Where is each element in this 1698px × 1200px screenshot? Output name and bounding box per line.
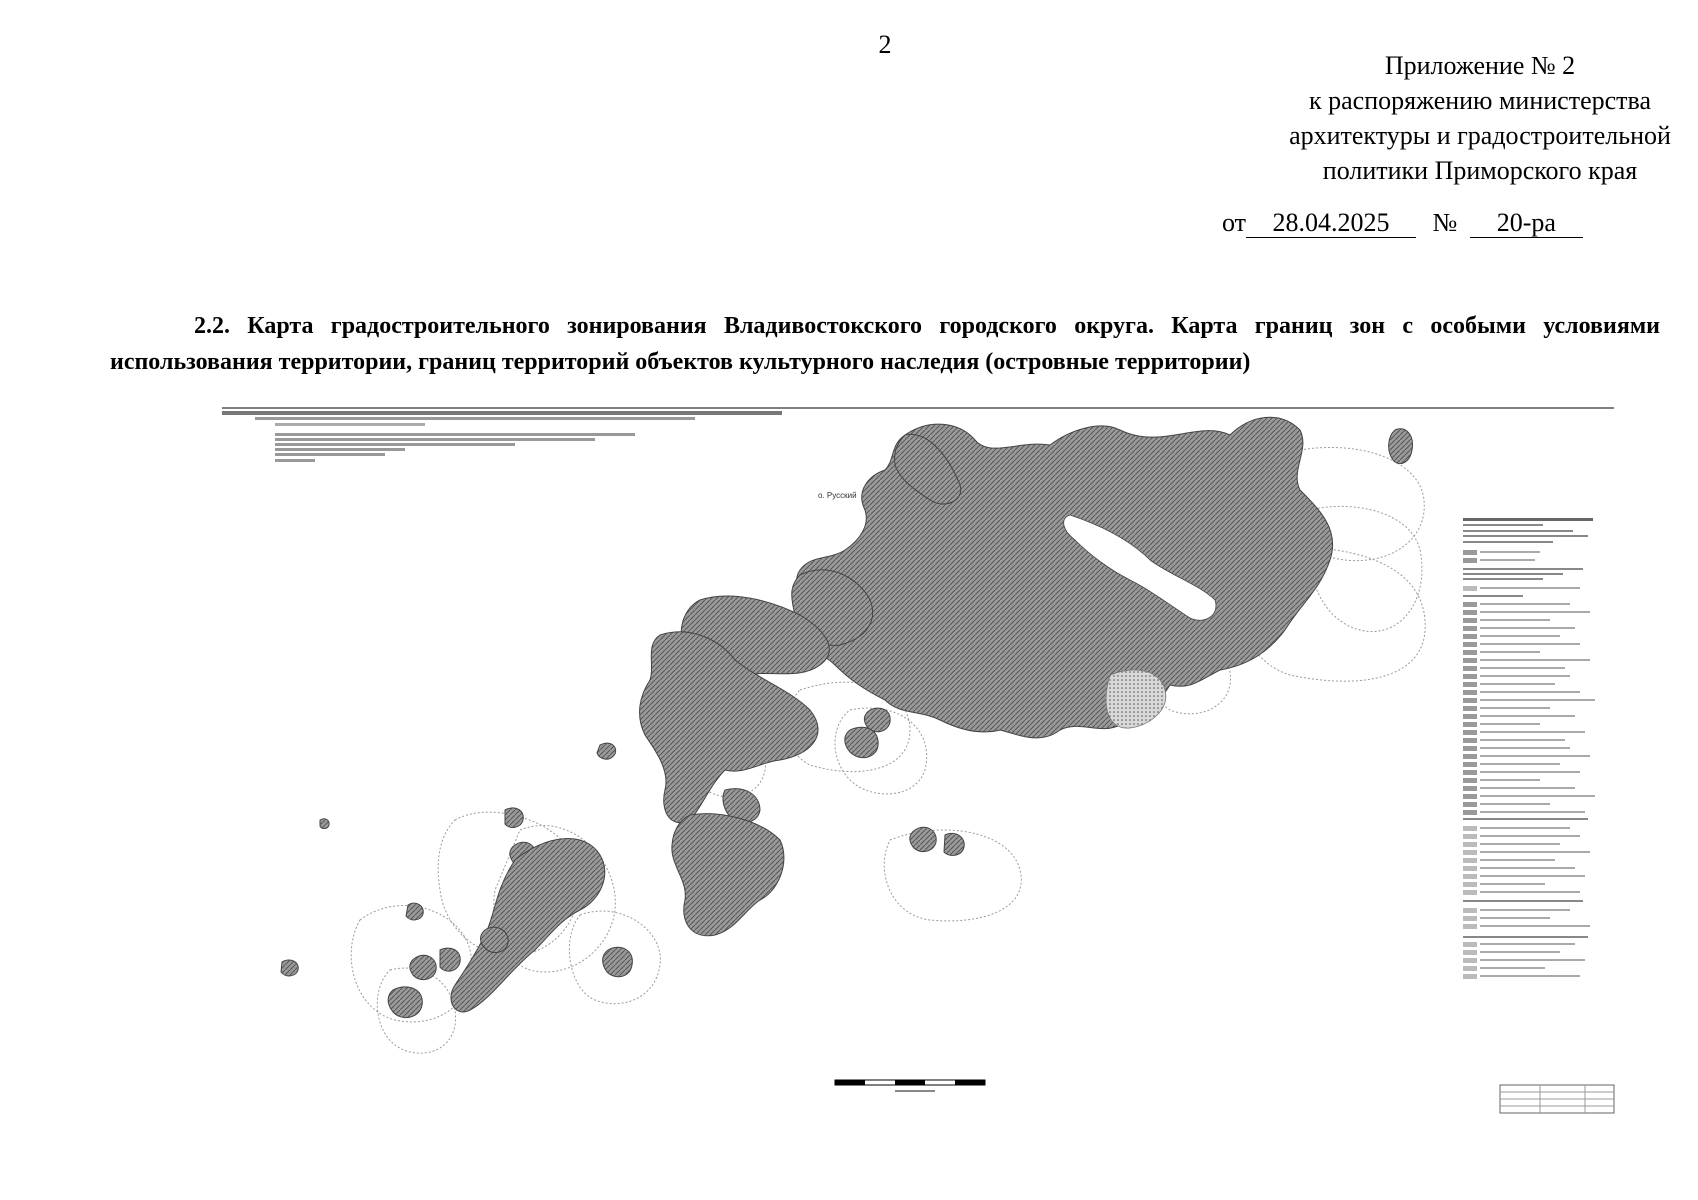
appendix-block: [1190, 48, 1698, 188]
russky-island: [787, 417, 1332, 738]
northeast-islet: [1389, 429, 1413, 464]
zoning-map-image: [0, 390, 1698, 1130]
map-legend: [1463, 518, 1595, 979]
island-name-label: о. Русский: [818, 491, 857, 500]
order-from-label: от: [1222, 208, 1247, 237]
map-labels: [818, 491, 857, 500]
appendix-line: Приложение № 2: [1384, 51, 1576, 80]
appendix-line: к распоряжению министерства: [1308, 86, 1651, 115]
appendix-line: архитектуры и градостроительной: [1289, 121, 1671, 150]
order-reference: [1222, 208, 1583, 238]
map-title-block: [1500, 1085, 1614, 1113]
order-number: 20-ра: [1470, 209, 1583, 238]
map-scale-bar: [835, 1080, 985, 1092]
order-number-label: №: [1432, 208, 1458, 237]
order-date: 28.04.2025: [1246, 209, 1416, 238]
page-number: 2: [878, 30, 892, 59]
appendix-line: политики Приморского края: [1322, 156, 1638, 185]
section-title: 2.2. Карта градостроительного зонирования Владивостокского городского округа. Карта границ зон с особыми условиями использования территории, границ территорий объектов культурного наследия (островные территории): [110, 313, 1660, 375]
